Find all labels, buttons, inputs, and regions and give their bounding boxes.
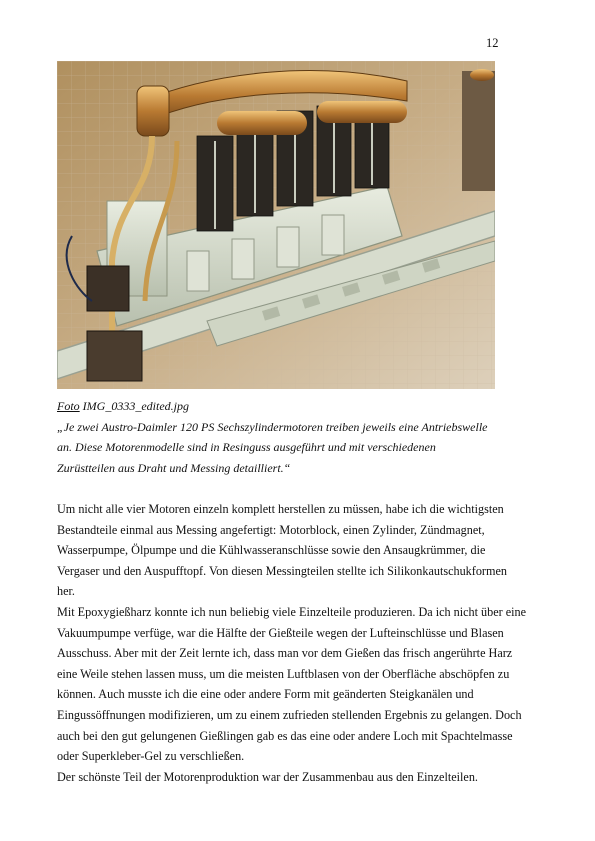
caption-filename: IMG_0333_edited.jpg: [82, 399, 189, 413]
figure-caption: [57, 396, 527, 478]
caption-quote-line-3: Zurüstteilen aus Draht und Messing detailliert.“: [57, 460, 291, 475]
caption-quote-line-1: „Je zwei Austro-Daimler 120 PS Sechszylindermotoren treiben jeweils eine Antriebswelle: [57, 419, 488, 434]
paragraph-3: Der schönste Teil der Motorenproduktion war der Zusammenbau aus den Einzelteilen.: [57, 769, 478, 784]
caption-label: Foto: [57, 399, 80, 413]
caption-quote-line-2: an. Diese Motorenmodelle sind in Resinguss ausgeführt und mit verschiedenen: [57, 440, 436, 454]
engine-model-photo: [57, 61, 495, 389]
caption-reference-line: [57, 396, 527, 417]
paragraph-1: Um nicht alle vier Motoren einzeln komplett herstellen zu müssen, habe ich die wichtigsten Bestandteile einmal aus Messing angefertigt: Motorblock, einen Zylinder, Zündmagnet, Wasserpumpe, Ölpumpe und die Kühlwasseranschlüsse sowie den Ansaugkrümmer, die Vergaser und den Auspufftopf. Von diesen Messingteilen stellte ich Silikonkautschukformen her.: [57, 502, 507, 599]
body-text: [57, 499, 527, 787]
paragraph-2: Mit Epoxygießharz konnte ich nun beliebig viele Einzelteile produzieren. Da ich nicht über eine Vakuumpumpe verfüge, war die Hälfte der Gießteile wegen der Lufteinschlüsse und Blasen Ausschuss. Aber mit der Zeit lernte ich, dass man vor dem Gießen das frisch angerührte Harz eine Weile stehen lassen muss, um die meisten Luftblasen von der Oberfläche abschöpfen zu können. Auch musste ich die eine oder andere Form mit geänderten Steigkanälen und Eingussöffnungen modifizieren, um zu einem zufrieden stellenden Ergebnis zu gelangen. Doch auch bei den gut gelungenen Gießlingen gab es das eine oder andere Loch mit Spachtelmasse oder Superkleber-Gel zu verschließen.: [57, 604, 527, 764]
page-number: 12: [486, 36, 499, 50]
